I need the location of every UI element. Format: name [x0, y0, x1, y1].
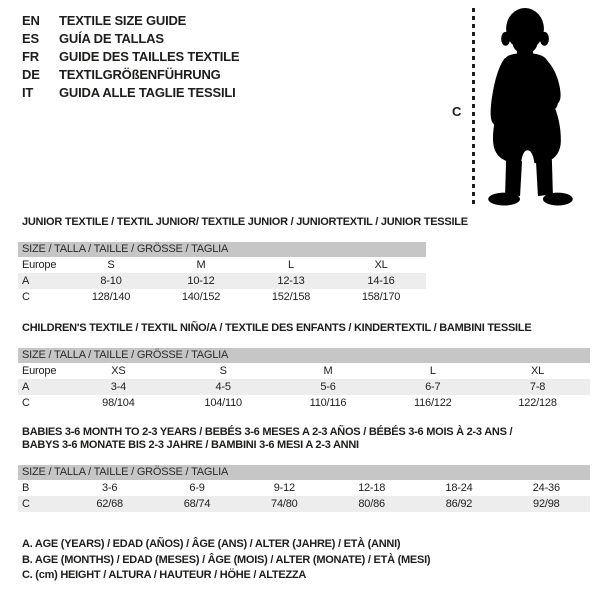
table-row	[18, 273, 426, 289]
size-table-header: SIZE / TALLA / TAILLE / GRÖSSE / TAGLIA	[18, 242, 426, 257]
size-table	[18, 242, 426, 305]
table-cell: 3-6	[102, 482, 118, 494]
row-label: C	[22, 397, 30, 409]
table-cell: 68/74	[183, 498, 211, 510]
size-table-section	[18, 216, 468, 305]
row-label: B	[22, 482, 30, 494]
table-cell: L	[429, 365, 436, 377]
language-title: GUIDA ALLE TAGLIE TESSILI	[59, 84, 236, 100]
table-cell: 92/98	[533, 498, 560, 510]
table-cell: M	[196, 259, 206, 271]
table-cell: 158/170	[361, 291, 401, 303]
table-cell: XS	[111, 365, 126, 377]
table-cell: 6-7	[425, 381, 441, 393]
table-row	[18, 363, 590, 379]
language-row	[22, 65, 239, 83]
table-cell: 86/92	[445, 498, 473, 510]
row-label: Europe	[22, 259, 57, 271]
table-cell: 7-8	[529, 381, 546, 393]
language-title-list	[22, 11, 239, 101]
language-row	[22, 83, 239, 101]
language-code: DE	[22, 66, 40, 82]
table-cell: 12-13	[277, 275, 305, 287]
size-table-header: SIZE / TALLA / TAILLE / GRÖSSE / TAGLIA	[18, 348, 590, 363]
language-title: GUIDE DES TAILLES TEXTILE	[59, 48, 240, 64]
table-cell: 6-9	[189, 482, 205, 494]
language-code: IT	[22, 84, 34, 100]
table-cell: M	[323, 365, 333, 377]
table-cell: 74/80	[271, 498, 298, 510]
table-row	[18, 395, 590, 411]
table-row	[18, 257, 426, 273]
table-cell: S	[107, 259, 115, 271]
section-title	[22, 322, 590, 335]
table-cell: 104/110	[204, 397, 242, 409]
legend-line: A. AGE (YEARS) / EDAD (AÑOS) / ÂGE (ANS) / ALTER (JAHRE) / ETÀ (ANNI)	[22, 538, 401, 550]
table-cell: S	[219, 365, 227, 377]
table-cell: 18-24	[445, 482, 473, 494]
table-cell: XL	[374, 259, 388, 271]
row-label: C	[22, 291, 30, 303]
table-cell: 110/116	[309, 397, 347, 409]
size-table-header: SIZE / TALLA / TAILLE / GRÖSSE / TAGLIA	[18, 465, 590, 480]
table-cell: 3-4	[110, 381, 127, 393]
height-measure-dashed-line	[472, 8, 475, 206]
table-cell: 122/128	[518, 397, 557, 409]
table-cell: 140/152	[181, 291, 221, 303]
language-code: EN	[22, 12, 40, 28]
size-table	[18, 465, 590, 512]
row-label: Europe	[22, 365, 57, 377]
table-cell: 14-16	[367, 275, 395, 287]
section-title-line: JUNIOR TEXTILE / TEXTIL JUNIOR/ TEXTILE JUNIOR / JUNIORTEXTIL / JUNIOR TESSILE	[22, 216, 468, 228]
language-row	[22, 47, 239, 65]
row-label: A	[22, 275, 30, 287]
toddler-silhouette-icon	[478, 4, 578, 209]
table-cell: 128/140	[91, 291, 131, 303]
table-cell: 5-6	[320, 381, 336, 393]
section-title-line: BABYS 3-6 MONATE BIS 2-3 JAHRE / BAMBINI 3-6 MESI A 2-3 ANNI	[22, 439, 359, 451]
language-code: FR	[22, 48, 39, 64]
language-title: TEXTILGRÖßENFÜHRUNG	[59, 66, 221, 82]
table-cell: XL	[531, 365, 545, 377]
table-row	[18, 289, 426, 305]
table-cell: 8-10	[100, 275, 122, 287]
table-cell: 9-12	[273, 482, 295, 494]
table-row	[18, 379, 590, 395]
legend	[22, 537, 430, 584]
table-cell: L	[288, 259, 294, 271]
table-cell: 62/68	[96, 498, 123, 510]
table-cell: 116/122	[414, 397, 452, 409]
size-table-section	[18, 322, 590, 411]
table-cell: 98/104	[102, 397, 135, 409]
table-cell: 10-12	[187, 275, 215, 287]
row-label: C	[22, 498, 30, 510]
table-cell: 24-36	[532, 482, 560, 494]
size-table-section	[18, 426, 590, 512]
legend-line: C. (cm) HEIGHT / ALTURA / HAUTEUR / HÖHE / ALTEZZA	[22, 569, 307, 581]
table-row	[18, 480, 590, 496]
legend-line: B. AGE (MONTHS) / EDAD (MESES) / ÂGE (MOIS) / ALTER (MONATE) / ETÀ (MESI)	[22, 553, 431, 566]
section-title-line: BABIES 3-6 MONTH TO 2-3 YEARS / BEBÉS 3-6 MESES A 2-3 AÑOS / BÉBÉS 3-6 MOIS À 2-3 ANS /	[22, 426, 513, 438]
table-row	[18, 496, 590, 512]
table-cell: 12-18	[358, 482, 386, 494]
section-title	[22, 216, 468, 229]
section-title-line: CHILDREN'S TEXTILE / TEXTIL NIÑO/A / TEXTILE DES ENFANTS / KINDERTEXTIL / BAMBINI TESSILE	[22, 322, 532, 334]
table-cell: 152/158	[271, 291, 311, 303]
language-row	[22, 29, 239, 47]
language-row	[22, 11, 239, 29]
size-table	[18, 348, 590, 411]
language-title: TEXTILE SIZE GUIDE	[59, 12, 187, 28]
language-code: ES	[22, 30, 39, 46]
language-title: GUÍA DE TALLAS	[59, 30, 164, 46]
section-title	[22, 426, 590, 452]
height-measure-label: C	[452, 104, 462, 119]
table-cell: 4-5	[215, 381, 231, 393]
table-cell: 80/86	[358, 498, 385, 510]
row-label: A	[22, 381, 30, 393]
